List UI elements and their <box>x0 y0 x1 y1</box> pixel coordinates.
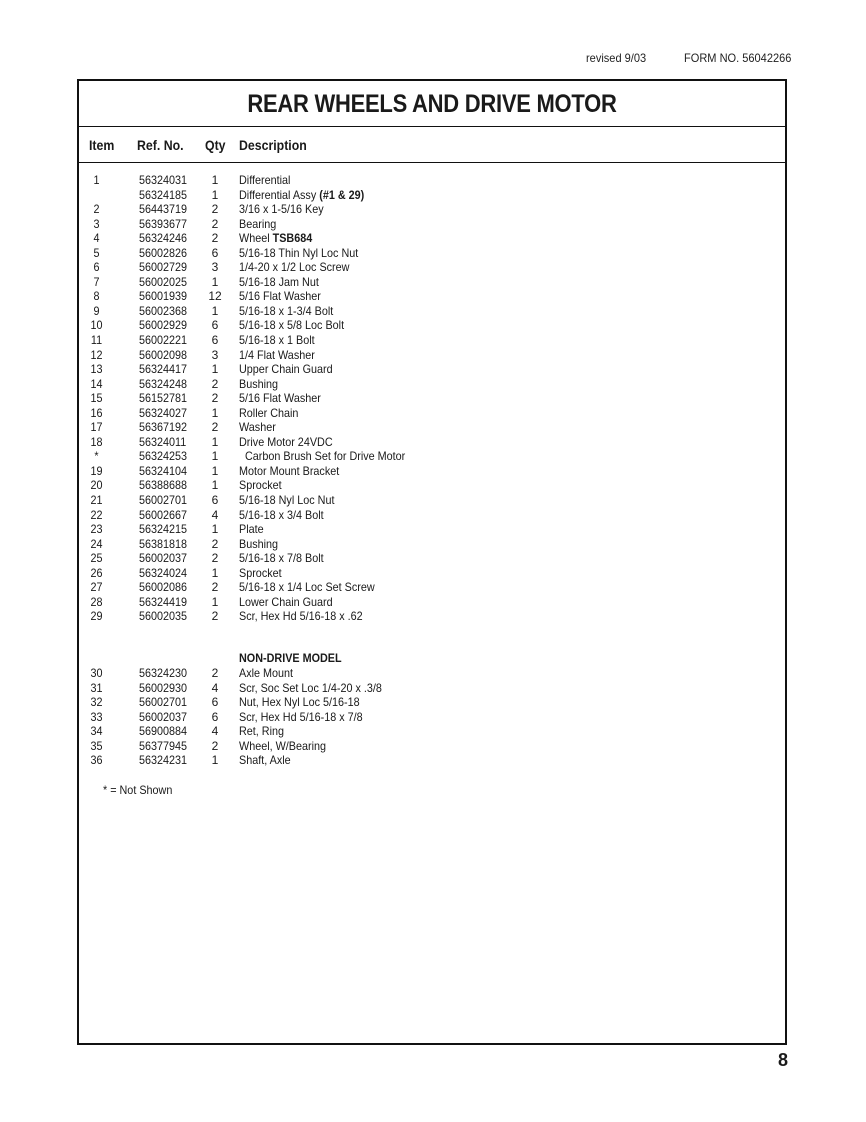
ref-no-cell: 56324253 <box>139 449 188 464</box>
table-row <box>79 580 785 595</box>
qty-cell: 2 <box>211 202 219 217</box>
description-cell: Bushing <box>239 376 279 391</box>
description-cell: Drive Motor 24VDC <box>239 434 333 449</box>
ref-no-cell: 56002037 <box>139 709 188 724</box>
ref-no-cell: 56002930 <box>139 680 188 695</box>
table-row <box>79 289 785 304</box>
description-cell: Plate <box>239 522 264 537</box>
qty-cell: 12 <box>208 289 222 304</box>
ref-no-cell: 56324417 <box>139 362 188 377</box>
ref-no-cell: 56324246 <box>139 231 188 246</box>
item-cell: 20 <box>90 478 103 493</box>
table-row <box>79 537 785 552</box>
page-title: REAR WHEELS AND DRIVE MOTOR <box>247 90 617 118</box>
item-cell: 33 <box>90 709 103 724</box>
description-cell: Wheel, W/Bearing <box>239 738 327 753</box>
qty-cell: 3 <box>211 347 219 362</box>
item-cell: * <box>94 449 99 464</box>
ref-no-cell: 56324027 <box>139 405 188 420</box>
description-cell: Differential <box>239 173 291 187</box>
description-cell: 1/4-20 x 1/2 Loc Screw <box>239 260 350 275</box>
parts-list-frame <box>77 79 787 1045</box>
qty-cell: 1 <box>211 434 219 449</box>
ref-no-cell: 56002826 <box>139 245 188 260</box>
item-cell: 21 <box>90 493 103 508</box>
description-cell <box>239 188 364 203</box>
table-row <box>79 202 785 217</box>
item-cell: 30 <box>90 666 103 680</box>
footnote-not-shown: * = Not Shown <box>103 783 173 797</box>
ref-no-cell: 56377945 <box>139 738 188 753</box>
table-row <box>79 724 785 739</box>
ref-no-cell: 56324419 <box>139 594 188 609</box>
table-row <box>79 595 785 610</box>
item-cell: 26 <box>90 565 103 580</box>
ref-no-cell: 56002035 <box>139 609 188 624</box>
item-cell: 3 <box>93 216 100 231</box>
section-title-non-drive-model: NON-DRIVE MODEL <box>239 651 342 665</box>
qty-cell: 2 <box>211 536 219 551</box>
qty-cell: 4 <box>211 724 219 739</box>
description-cell: 5/16-18 x 1/4 Loc Set Screw <box>239 580 375 595</box>
qty-cell: 1 <box>211 478 219 493</box>
qty-cell: 2 <box>211 231 219 246</box>
title-divider <box>79 126 785 127</box>
column-header-description: Description <box>239 137 307 153</box>
table-row <box>79 318 785 333</box>
item-cell: 28 <box>90 594 103 609</box>
table-row <box>79 304 785 319</box>
description-bold-ref: (#1 & 29) <box>319 187 365 202</box>
ref-no-cell: 56388688 <box>139 478 188 493</box>
item-cell: 11 <box>90 333 103 348</box>
qty-cell: 1 <box>211 173 219 187</box>
description-cell: 5/16-18 x 1-3/4 Bolt <box>239 303 334 318</box>
description-cell: Bearing <box>239 216 277 231</box>
table-row <box>79 551 785 566</box>
item-cell: 4 <box>93 231 100 246</box>
ref-no-cell: 56002098 <box>139 347 188 362</box>
qty-cell: 2 <box>211 580 219 595</box>
table-row <box>79 710 785 725</box>
description-cell: 5/16-18 x 1 Bolt <box>239 333 315 348</box>
ref-no-cell: 56381818 <box>139 536 188 551</box>
qty-cell: 6 <box>211 695 219 710</box>
table-row <box>79 231 785 246</box>
ref-no-cell: 56002221 <box>139 333 188 348</box>
ref-no-cell: 56393677 <box>139 216 188 231</box>
description-cell: Ret, Ring <box>239 724 285 739</box>
item-cell: 18 <box>90 434 103 449</box>
description-cell: 5/16-18 Jam Nut <box>239 274 319 289</box>
table-row <box>79 666 785 681</box>
description-cell: Sprocket <box>239 478 282 493</box>
ref-no-cell: 56001939 <box>139 289 188 304</box>
qty-cell: 2 <box>211 738 219 753</box>
description-cell: 5/16-18 x 5/8 Loc Bolt <box>239 318 345 333</box>
table-row <box>79 275 785 290</box>
item-cell: 13 <box>90 362 103 377</box>
description-cell: Axle Mount <box>239 666 294 680</box>
description-cell: Scr, Hex Hd 5/16-18 x .62 <box>239 609 363 624</box>
ref-no-cell: 56002086 <box>139 580 188 595</box>
ref-no-cell: 56324104 <box>139 463 188 478</box>
table-row <box>79 173 785 188</box>
item-cell: 7 <box>93 274 100 289</box>
description-cell: Sprocket <box>239 565 282 580</box>
page-number: 8 <box>778 1050 789 1070</box>
qty-cell: 6 <box>211 245 219 260</box>
qty-cell: 2 <box>211 420 219 435</box>
description-cell: 1/4 Flat Washer <box>239 347 315 362</box>
description-cell: Upper Chain Guard <box>239 362 333 377</box>
table-row <box>79 435 785 450</box>
description-cell: Roller Chain <box>239 405 299 420</box>
ref-no-cell: 56900884 <box>139 724 188 739</box>
ref-no-cell: 56324024 <box>139 565 188 580</box>
column-header-qty: Qty <box>205 137 226 153</box>
description-text: Wheel <box>239 231 273 246</box>
item-cell: 36 <box>90 753 103 768</box>
description-cell: 5/16 Flat Washer <box>239 289 321 304</box>
item-cell: 22 <box>90 507 103 522</box>
item-cell: 31 <box>90 680 103 695</box>
header-divider <box>79 162 785 163</box>
table-row <box>79 566 785 581</box>
ref-no-cell: 56443719 <box>139 202 188 217</box>
qty-cell: 1 <box>211 449 219 464</box>
qty-cell: 1 <box>211 463 219 478</box>
qty-cell: 3 <box>211 260 219 275</box>
ref-no-cell: 56002701 <box>139 695 188 710</box>
table-row <box>79 188 785 203</box>
table-row <box>79 478 785 493</box>
description-cell: Carbon Brush Set for Drive Motor <box>245 449 406 464</box>
qty-cell: 6 <box>211 333 219 348</box>
item-cell: 12 <box>90 347 103 362</box>
item-cell: 29 <box>90 609 103 624</box>
table-row <box>79 391 785 406</box>
table-row <box>79 217 785 232</box>
ref-no-cell: 56002729 <box>139 260 188 275</box>
table-row <box>79 695 785 710</box>
ref-no-cell: 56324215 <box>139 522 188 537</box>
item-cell: 8 <box>93 289 100 304</box>
description-cell: 5/16-18 x 3/4 Bolt <box>239 507 324 522</box>
description-cell: 5/16-18 Nyl Loc Nut <box>239 493 335 508</box>
ref-no-cell: 56002701 <box>139 493 188 508</box>
item-cell: 34 <box>90 724 103 739</box>
table-row <box>79 377 785 392</box>
table-row <box>79 609 785 624</box>
description-cell: Motor Mount Bracket <box>239 463 340 478</box>
ref-no-cell: 56324011 <box>139 434 187 449</box>
column-header-item: Item <box>89 137 115 153</box>
qty-cell: 1 <box>211 522 219 537</box>
table-row <box>79 508 785 523</box>
parts-table <box>79 173 785 624</box>
revision-date: revised 9/03 <box>586 51 647 65</box>
table-row <box>79 406 785 421</box>
table-row <box>79 348 785 363</box>
ref-no-cell: 56324231 <box>139 753 188 768</box>
qty-cell: 4 <box>211 680 219 695</box>
table-row <box>79 449 785 464</box>
table-row <box>79 493 785 508</box>
table-row <box>79 753 785 768</box>
item-cell: 25 <box>90 551 103 566</box>
ref-no-cell: 56324248 <box>139 376 188 391</box>
ref-no-cell: 56002025 <box>139 274 188 289</box>
ref-no-cell: 56002368 <box>139 303 188 318</box>
description-cell: Nut, Hex Nyl Loc 5/16-18 <box>239 695 360 710</box>
description-cell: 5/16 Flat Washer <box>239 391 321 406</box>
qty-cell: 2 <box>211 376 219 391</box>
table-row <box>79 739 785 754</box>
qty-cell: 2 <box>211 216 219 231</box>
table-row <box>79 681 785 696</box>
description-bold-ref: TSB684 <box>272 231 313 246</box>
description-cell: Scr, Soc Set Loc 1/4-20 x .3/8 <box>239 680 382 695</box>
item-cell: 24 <box>90 536 103 551</box>
table-row <box>79 464 785 479</box>
qty-cell: 6 <box>211 709 219 724</box>
non-drive-parts-table <box>79 666 785 768</box>
description-cell: Lower Chain Guard <box>239 594 333 609</box>
description-cell: 3/16 x 1-5/16 Key <box>239 202 324 217</box>
table-row <box>79 333 785 348</box>
qty-cell: 6 <box>211 493 219 508</box>
item-cell: 17 <box>90 420 103 435</box>
qty-cell: 1 <box>211 362 219 377</box>
qty-cell: 2 <box>211 609 219 624</box>
item-cell: 14 <box>90 376 103 391</box>
table-row <box>79 420 785 435</box>
qty-cell: 1 <box>211 594 219 609</box>
qty-cell: 1 <box>211 187 219 202</box>
column-header-ref-no: Ref. No. <box>137 137 184 153</box>
item-cell: 15 <box>90 391 103 406</box>
item-cell: 23 <box>90 522 103 537</box>
ref-no-cell: 56002667 <box>139 507 188 522</box>
item-cell: 32 <box>90 695 103 710</box>
ref-no-cell: 56002929 <box>139 318 188 333</box>
item-cell: 2 <box>93 202 100 217</box>
description-cell <box>239 231 312 246</box>
ref-no-cell: 56324230 <box>139 666 188 680</box>
qty-cell: 2 <box>211 551 219 566</box>
ref-no-cell: 56367192 <box>139 420 188 435</box>
qty-cell: 1 <box>211 565 219 580</box>
qty-cell: 1 <box>211 753 219 768</box>
table-row <box>79 362 785 377</box>
item-cell: 1 <box>93 173 100 187</box>
form-number: FORM NO. 56042266 <box>684 51 792 65</box>
table-row <box>79 246 785 261</box>
item-cell: 16 <box>90 405 103 420</box>
qty-cell: 1 <box>211 303 219 318</box>
qty-cell: 1 <box>211 405 219 420</box>
ref-no-cell: 56324031 <box>139 173 188 187</box>
qty-cell: 2 <box>211 666 219 680</box>
item-cell: 35 <box>90 738 103 753</box>
table-row <box>79 522 785 537</box>
item-cell: 27 <box>90 580 103 595</box>
description-cell: Bushing <box>239 536 279 551</box>
item-cell: 10 <box>90 318 103 333</box>
description-cell: 5/16-18 x 7/8 Bolt <box>239 551 324 566</box>
item-cell: 9 <box>93 303 100 318</box>
qty-cell: 4 <box>211 507 219 522</box>
description-text: Differential Assy <box>239 187 320 202</box>
description-cell: Shaft, Axle <box>239 753 291 768</box>
qty-cell: 6 <box>211 318 219 333</box>
item-cell: 5 <box>93 245 100 260</box>
item-cell: 6 <box>93 260 100 275</box>
qty-cell: 1 <box>211 274 219 289</box>
table-row <box>79 260 785 275</box>
description-cell: 5/16-18 Thin Nyl Loc Nut <box>239 245 359 260</box>
ref-no-cell: 56324185 <box>139 187 188 202</box>
qty-cell: 2 <box>211 391 219 406</box>
description-cell: Washer <box>239 420 276 435</box>
ref-no-cell: 56002037 <box>139 551 188 566</box>
description-cell: Scr, Hex Hd 5/16-18 x 7/8 <box>239 709 363 724</box>
ref-no-cell: 56152781 <box>139 391 188 406</box>
item-cell: 19 <box>90 463 103 478</box>
